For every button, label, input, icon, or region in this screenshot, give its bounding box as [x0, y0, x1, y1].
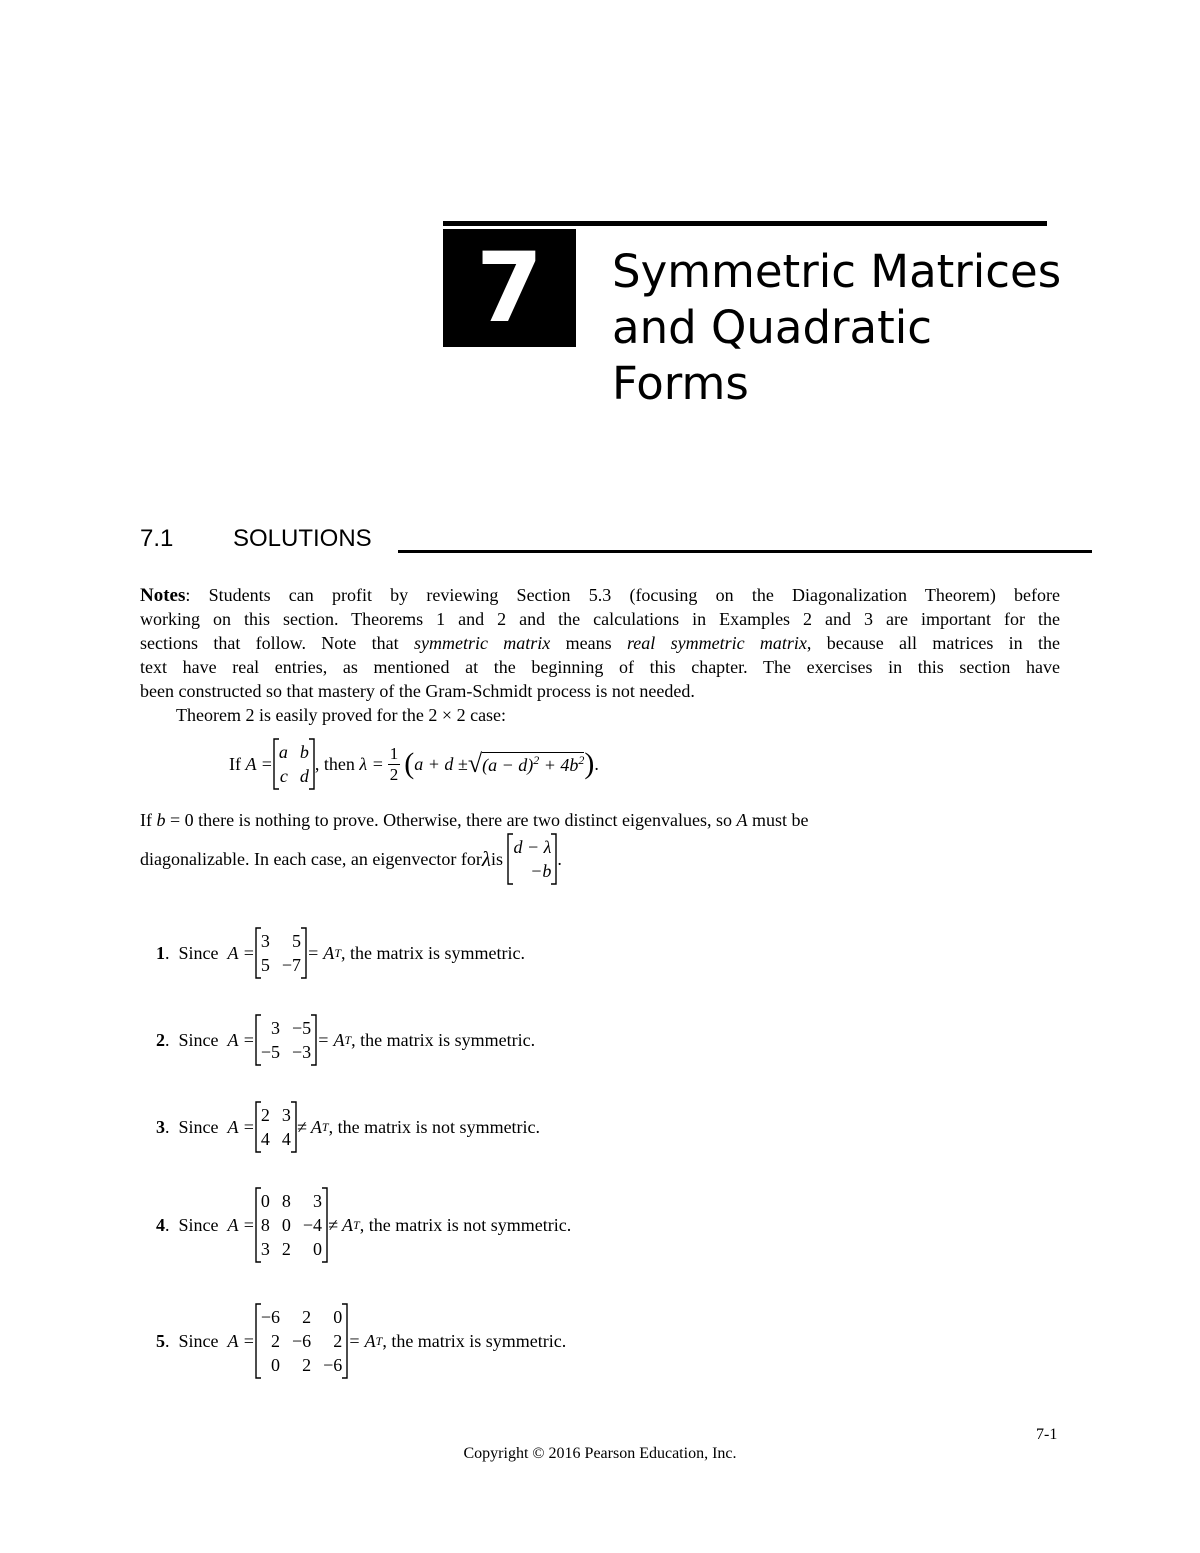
matrix-exercise-2: 3 −5 −5 −3 — [255, 1016, 317, 1064]
chapter-number: 7 — [476, 232, 543, 344]
notes-line-3: sections that follow. Note that symmetric matrix means real symmetric matrix, because all matrices in the — [140, 633, 1060, 653]
matrix-bracket-right — [301, 927, 307, 979]
page-number: 7-1 — [1036, 1426, 1058, 1443]
chapter-rule — [443, 221, 1047, 226]
matrix-bracket-right — [291, 1101, 297, 1153]
after-theorem-line-1: If b = 0 there is nothing to prove. Otherwise, there are two distinct eigenvalues, so A must be — [140, 810, 809, 830]
chapter-title-line-1: Symmetric Matrices — [612, 245, 1062, 298]
matrix-bracket-right — [309, 738, 315, 790]
theorem-intro: Theorem 2 is easily proved for the 2 × 2 case: — [176, 705, 507, 725]
matrix-bracket-right — [551, 833, 557, 885]
matrix-bracket-right — [342, 1303, 348, 1379]
matrix-bracket-right — [311, 1014, 317, 1066]
notes-line-1: Notes: Students can profit by reviewing Section 5.3 (focusing on the Diagonalization Theorem) before — [140, 585, 1060, 606]
theorem-formula: If A = a b c d , then λ = $\frac{1}{2}$ ( a + d ± √ $(a - d)^2 + 4b^2$ ) . — [229, 740, 599, 788]
exercise-2: 2 . Since A = 3 −5 −5 −3 = A T , the matrix is symmetric. — [156, 1016, 535, 1064]
chapter-title-line-3: Forms — [612, 357, 749, 410]
notes-label: Notes — [140, 585, 186, 606]
matrix-bracket-right — [322, 1187, 328, 1263]
copyright: Copyright © 2016 Pearson Education, Inc. — [463, 1445, 737, 1462]
section-rule — [398, 550, 1092, 553]
section-title: SOLUTIONS — [233, 525, 372, 552]
matrix-bracket-left — [507, 833, 513, 885]
matrix-bracket-left — [273, 738, 279, 790]
notes-line-2: working on this section. Theorems 1 and 2 and the calculations in Examples 2 and 3 are important for the — [140, 609, 1060, 629]
exercise-4: 4 . Since A = 0 8 3 8 0 −4 3 2 0 ≠ A T , the matrix is not symmetric. — [156, 1189, 571, 1261]
notes-line-5: been constructed so that mastery of the Gram-Schmidt process is not needed. — [140, 681, 695, 701]
matrix-exercise-4: 0 8 3 8 0 −4 3 2 0 — [255, 1189, 328, 1261]
eigenvector-matrix: d − λ −b — [507, 835, 557, 883]
matrix-exercise-1: 3 5 5 −7 — [255, 929, 307, 977]
matrix-exercise-3: 2 3 4 4 — [255, 1103, 297, 1151]
radicand: $(a - d)^2 + 4b^2$ — [482, 753, 585, 775]
section-number: 7.1 — [140, 525, 174, 552]
chapter-title — [612, 244, 1072, 412]
exercise-1: 1 . Since A = 3 5 5 −7 = A T , the matrix is symmetric. — [156, 929, 525, 977]
chapter-title-line-2: and Quadratic — [612, 301, 933, 354]
after-theorem-line-2: diagonalizable. In each case, an eigenvector for λ is d − λ −b . — [140, 835, 562, 883]
matrix-bracket-left — [255, 1014, 261, 1066]
exercise-5: 5 . Since A = −6 2 0 2 −6 2 0 2 −6 = A T , the matrix is symmetric. — [156, 1305, 566, 1377]
matrix-bracket-left — [255, 927, 261, 979]
notes-paragraph — [140, 583, 1060, 727]
matrix-general: a b c d — [273, 740, 315, 788]
one-half-fraction: $\frac{1}{2}$ — [389, 743, 399, 784]
exercise-3: 3 . Since A = 2 3 4 4 ≠ A T , the matrix is not symmetric. — [156, 1103, 540, 1151]
matrix-bracket-left — [255, 1303, 261, 1379]
matrix-bracket-left — [255, 1101, 261, 1153]
matrix-exercise-5: −6 2 0 2 −6 2 0 2 −6 — [255, 1305, 348, 1377]
matrix-bracket-left — [255, 1187, 261, 1263]
notes-line-4: text have real entries, as mentioned at the beginning of this chapter. The exercises in this section have — [140, 657, 1060, 677]
